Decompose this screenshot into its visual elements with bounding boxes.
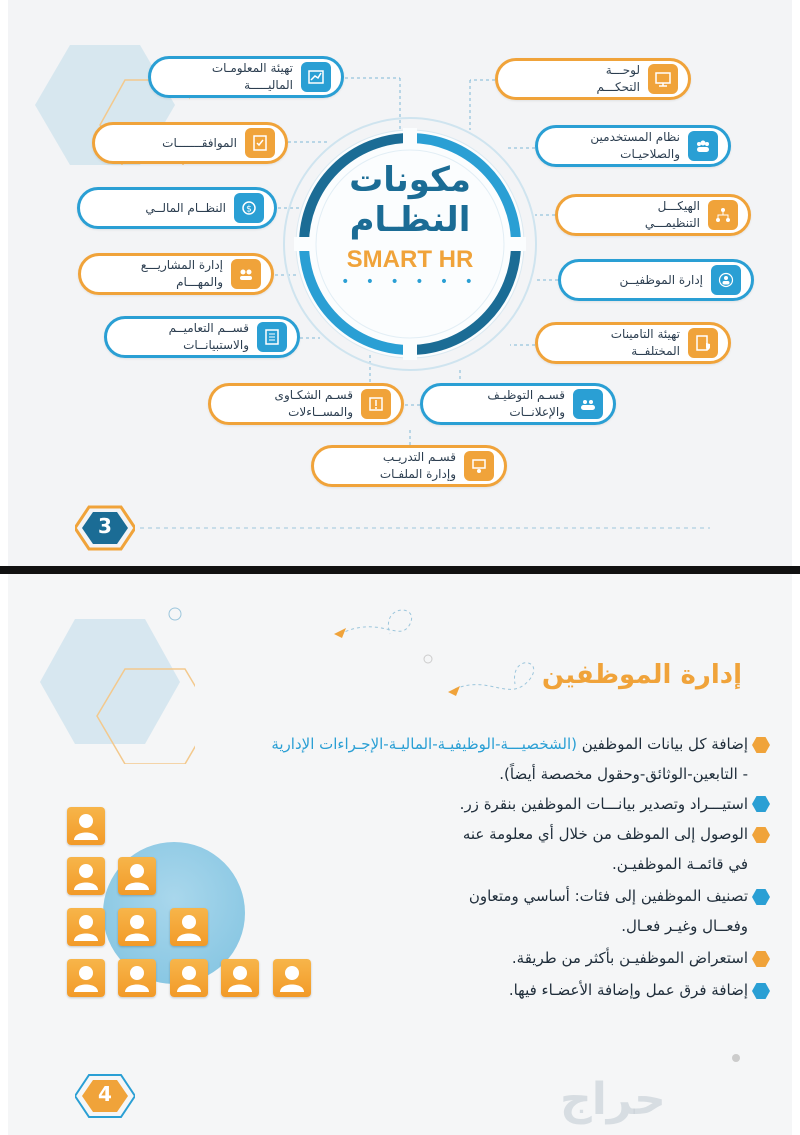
bullet-text-line: إضافة فرق عمل وإضافة الأعضـاء فيها. <box>508 981 748 999</box>
bullet-hex-icon <box>752 796 770 812</box>
surveys-icon <box>257 322 287 352</box>
component-pill-users[interactable] <box>535 125 731 167</box>
component-pill-projects[interactable] <box>78 253 274 295</box>
component-label: والاستبيانــات <box>183 338 249 352</box>
bullet-text-line <box>58 759 748 789</box>
slide-system-components <box>0 0 800 566</box>
component-pill-insurance[interactable] <box>535 322 731 364</box>
employee-avatar-icon <box>170 908 208 946</box>
component-pill-complaints[interactable] <box>208 383 404 425</box>
component-label: والإعلانــات <box>509 405 565 419</box>
hub-subtitle: SMART HR <box>346 246 474 273</box>
component-pill-training[interactable] <box>311 445 507 487</box>
component-label: تهيئة التامينات <box>610 327 680 341</box>
employee-avatar-icon <box>67 807 105 845</box>
employee-avatar-icon <box>221 959 259 997</box>
bullet-text-prefix: إضافة كل بيانات الموظفين <box>576 735 748 753</box>
users-icon <box>688 131 718 161</box>
component-pill-employees[interactable] <box>558 259 754 301</box>
employee-avatar-icon <box>67 908 105 946</box>
bullet-text-line: وفعــال وغيـر فعـال. <box>621 917 748 935</box>
component-label: تهيئة المعلومـات <box>211 61 293 75</box>
component-label: لوحـــة <box>605 63 640 77</box>
component-label: نظام المستخدمين <box>590 130 680 144</box>
component-label: إدارة المشاريـــع <box>140 258 223 272</box>
employee-avatar-icon <box>118 908 156 946</box>
bullet-hex-icon <box>752 951 770 967</box>
component-label: التنظيمـــي <box>644 216 700 230</box>
bullet-text-line <box>58 729 748 759</box>
complaints-icon <box>361 389 391 419</box>
decorative-circle <box>165 604 185 624</box>
decorative-dot <box>732 1054 740 1062</box>
bullet-item <box>58 789 748 819</box>
employee-avatar-icon <box>118 959 156 997</box>
component-label: والمســاءلات <box>288 405 353 419</box>
dashboard-icon <box>648 64 678 94</box>
component-label: النظــام المالــي <box>145 200 226 215</box>
hub-title <box>320 160 500 290</box>
bullet-hex-icon <box>752 983 770 999</box>
page-number: 4 <box>98 1082 112 1106</box>
slide-separator <box>0 566 800 574</box>
component-label: وإدارة الملفـات <box>379 467 456 481</box>
employee-avatar-icon <box>67 857 105 895</box>
component-label: التحكـــم <box>596 80 640 94</box>
component-label: قسـم التدريـب <box>382 450 456 464</box>
slide-employee-management <box>0 574 800 1135</box>
finance-system-icon <box>234 193 264 223</box>
component-pill-org-structure[interactable] <box>555 194 751 236</box>
slide-title: إدارة الموظفين <box>541 660 742 690</box>
bullet-text-line: تصنيف الموظفين إلى فئات: أساسي ومتعاون <box>468 887 748 905</box>
component-label: إدارة الموظفيــن <box>619 272 703 287</box>
component-label: المختلفــة <box>631 344 680 358</box>
component-label: والمهـــام <box>176 275 223 289</box>
bullet-text-continuation: - التابعين-الوثائق-وحقول مخصصة أيضاً). <box>499 765 748 783</box>
bullet-highlight: (الشخصيـــة-الوظيفيـة-الماليـة-الإجـراءات الإدارية <box>271 735 577 753</box>
watermark: حراج <box>560 1074 666 1125</box>
org-structure-icon <box>708 200 738 230</box>
component-pill-recruitment[interactable] <box>420 383 616 425</box>
bullet-text-line: استعراض الموظفيـن بأكثر من طريقة. <box>511 949 748 967</box>
svg-text:$: $ <box>246 204 252 215</box>
component-label: قسـم التوظيـف <box>487 388 565 402</box>
component-label: قســم التعاميــم <box>168 321 249 335</box>
component-pill-finance-system[interactable] <box>77 187 277 229</box>
component-label: قسـم الشكـاوى <box>274 388 353 402</box>
hub-dots: • • • • • • <box>341 274 479 290</box>
hub-title-line2: النظـام <box>349 200 471 240</box>
component-pill-finance-setup[interactable] <box>148 56 344 98</box>
finance-data-icon <box>301 62 331 92</box>
bullet-text-line: استيـــراد وتصدير بيانـــات الموظفين بنقرة زر. <box>459 795 748 813</box>
component-pill-approvals[interactable] <box>92 122 288 164</box>
component-label: الهيكـــل <box>657 199 700 213</box>
insurance-icon <box>688 328 718 358</box>
projects-icon <box>231 259 261 289</box>
training-icon <box>464 451 494 481</box>
bullet-hex-icon <box>752 827 770 843</box>
bullet-text-line: في قائمـة الموظفيـن. <box>611 855 748 873</box>
employee-avatar-icon <box>273 959 311 997</box>
component-label: الموافقـــــــات <box>162 135 237 150</box>
slide-left-border <box>0 574 8 1135</box>
employee-avatar-icon <box>67 959 105 997</box>
approvals-icon <box>245 128 275 158</box>
employee-avatar-icon <box>170 959 208 997</box>
recruitment-icon <box>573 389 603 419</box>
component-label: الماليـــــة <box>244 78 293 92</box>
employee-avatar-icon <box>118 857 156 895</box>
bullet-text-line: الوصول إلى الموظف من خلال أي معلومة عنه <box>462 825 748 843</box>
hub-title-line1: مكونات <box>349 160 471 200</box>
bullet-item <box>58 729 748 789</box>
employees-icon <box>711 265 741 295</box>
slide-right-border <box>792 574 800 1135</box>
component-pill-dashboard[interactable] <box>495 58 691 100</box>
component-label: والصلاحيـات <box>620 147 680 161</box>
component-pill-surveys[interactable] <box>104 316 300 358</box>
bullet-hex-icon <box>752 889 770 905</box>
page-number: 3 <box>98 514 112 538</box>
bullet-hex-icon <box>752 737 770 753</box>
